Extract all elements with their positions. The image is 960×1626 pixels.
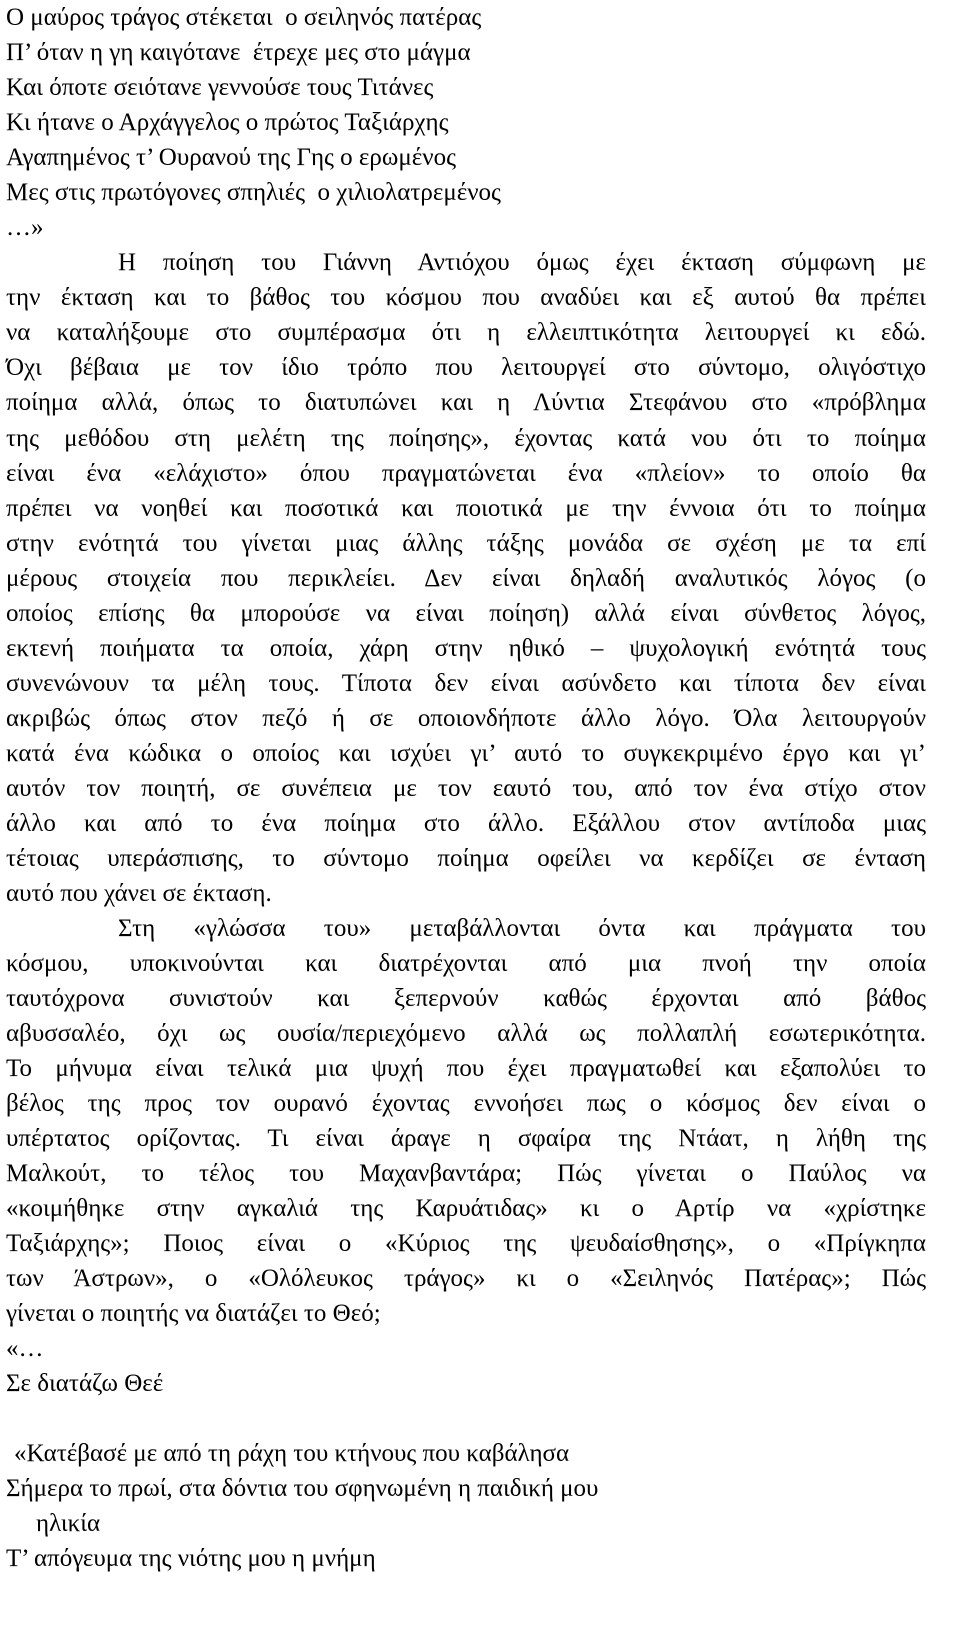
- poem-line: Μες στις πρωτόγονες σπηλιές ο χιλιολατρεμένος: [6, 179, 501, 206]
- paragraph-line: οποίος επίσης θα μπορούσε να είναι ποίηση) αλλά είναι σύνθετος λόγος,: [6, 600, 926, 627]
- paragraph-line: την έκταση και το βάθος του κόσμου που αναδύει και εξ αυτού θα πρέπει: [6, 284, 926, 311]
- paragraph-line: πρέπει να νοηθεί και ποσοτικά και ποιοτικά με την έννοια ότι το ποίημα: [6, 495, 926, 522]
- paragraph-line: Στη «γλώσσα του» μεταβάλλονται όντα και πράγματα του: [118, 915, 926, 942]
- paragraph-line: Όχι βέβαια με τον ίδιο τρόπο που λειτουργεί στο σύντομο, ολιγόστιχο: [6, 354, 926, 381]
- paragraph-line: βέλος της προς τον ουρανό έχοντας εννοήσει πως ο κόσμος δεν είναι ο: [6, 1090, 926, 1117]
- poem-line: Κι ήτανε ο Αρχάγγελος ο πρώτος Ταξιάρχης: [6, 109, 449, 136]
- paragraph-line: αυτό που χάνει σε έκταση.: [6, 880, 272, 907]
- poem-line: Ο μαύρος τράγος στέκεται ο σειληνός πατέρας: [6, 4, 482, 31]
- paragraph-line: ταυτόχρονα συνιστούν και ξεπερνούν καθώς έρχονται από βάθος: [6, 985, 926, 1012]
- paragraph-line: στην ενότητά του γίνεται μιας άλλης τάξης μονάδα σε σχέση με τα επί: [6, 530, 926, 557]
- paragraph-line: τέτοιας υπεράσπισης, το σύντομο ποίημα οφείλει να κερδίζει σε ένταση: [6, 845, 926, 872]
- paragraph-line: «κοιμήθηκε στην αγκαλιά της Καρυάτιδας» κι ο Αρτίρ να «χρίστηκε: [6, 1195, 926, 1222]
- paragraph-line: υπέρτατος ορίζοντας. Τι είναι άραγε η σφαίρα της Ντάατ, η λήθη της: [6, 1125, 926, 1152]
- poem-line: «Κατέβασέ με από τη ράχη του κτήνους που καβάλησα: [14, 1440, 570, 1467]
- poem-line: Αγαπημένος τ’ Ουρανού της Γης ο ερωμένος: [6, 144, 456, 171]
- paragraph-line: ποίημα αλλά, όπως το διατυπώνει και η Λύντια Στεφάνου στο «πρόβλημα: [6, 389, 926, 416]
- paragraph-line: αυτόν τον ποιητή, σε συνέπεια με τον εαυτό του, από τον ένα στίχο στον: [6, 775, 926, 802]
- paragraph-line: μέρους στοιχεία που περικλείει. Δεν είναι δηλαδή αναλυτικός λόγος (ο: [6, 565, 926, 592]
- poem-line: ηλικία: [36, 1510, 101, 1537]
- paragraph-line: κόσμου, υποκινούνται και διατρέχονται από μια πνοή την οποία: [6, 950, 926, 977]
- paragraph-line: γίνεται ο ποιητής να διατάζει το Θεό;: [6, 1300, 381, 1327]
- paragraph-line: Η ποίηση του Γιάννη Αντιόχου όμως έχει έκταση σύμφωνη με: [118, 249, 926, 276]
- paragraph-line: εκτενή ποιήματα τα οποία, χάρη στην ηθικό – ψυχολογική ενότητά τους: [6, 635, 926, 662]
- poem-line: …»: [6, 214, 44, 241]
- paragraph-line: Ταξιάρχης»; Ποιος είναι ο «Κύριος της ψευδαίσθησης», ο «Πρίγκηπα: [6, 1230, 926, 1257]
- paragraph-line: συνενώνουν τα μέλη τους. Τίποτα δεν είναι ασύνδετο και τίποτα δεν είναι: [6, 670, 926, 697]
- paragraph-line: αβυσσαλέο, όχι ως ουσία/περιεχόμενο αλλά ως πολλαπλή εσωτερικότητα.: [6, 1020, 926, 1047]
- paragraph-line: ακριβώς όπως στον πεζό ή σε οποιονδήποτε άλλο λόγο. Όλα λειτουργούν: [6, 705, 926, 732]
- paragraph-line: άλλο και από το ένα ποίημα στο άλλο. Εξάλλου στον αντίποδα μιας: [6, 810, 926, 837]
- poem-line: «…: [6, 1335, 44, 1362]
- paragraph-line: της μεθόδου στη μελέτη της ποίησης», έχοντας κατά νου ότι το ποίημα: [6, 425, 926, 452]
- poem-line: Και όποτε σειότανε γεννούσε τους Τιτάνες: [6, 74, 434, 101]
- paragraph-line: Μαλκούτ, το τέλος του Μαχανβαντάρα; Πώς γίνεται ο Παύλος να: [6, 1160, 926, 1187]
- poem-line: Σε διατάζω Θεέ: [6, 1370, 164, 1397]
- paragraph-line: να καταλήξουμε στο συμπέρασμα ότι η ελλειπτικότητα λειτουργεί κι εδώ.: [6, 319, 926, 346]
- poem-line: Π’ όταν η γη καιγότανε έτρεχε μες στο μάγμα: [6, 39, 471, 66]
- paragraph-line: των Άστρων», ο «Ολόλευκος τράγος» κι ο «Σειληνός Πατέρας»; Πώς: [6, 1265, 926, 1292]
- paragraph-line: Το μήνυμα είναι τελικά μια ψυχή που έχει πραγματωθεί και εξαπολύει το: [6, 1055, 926, 1082]
- paragraph-line: είναι ένα «ελάχιστο» όπου πραγματώνεται ένα «πλείον» το οποίο θα: [6, 460, 926, 487]
- poem-line: Σήμερα το πρωί, στα δόντια του σφηνωμένη η παιδική μου: [6, 1475, 599, 1502]
- paragraph-line: κατά ένα κώδικα ο οποίος και ισχύει γι’ αυτό το συγκεκριμένο έργο και γι’: [6, 740, 926, 767]
- poem-line: Τ’ απόγευμα της νιότης μου η μνήμη: [6, 1545, 376, 1572]
